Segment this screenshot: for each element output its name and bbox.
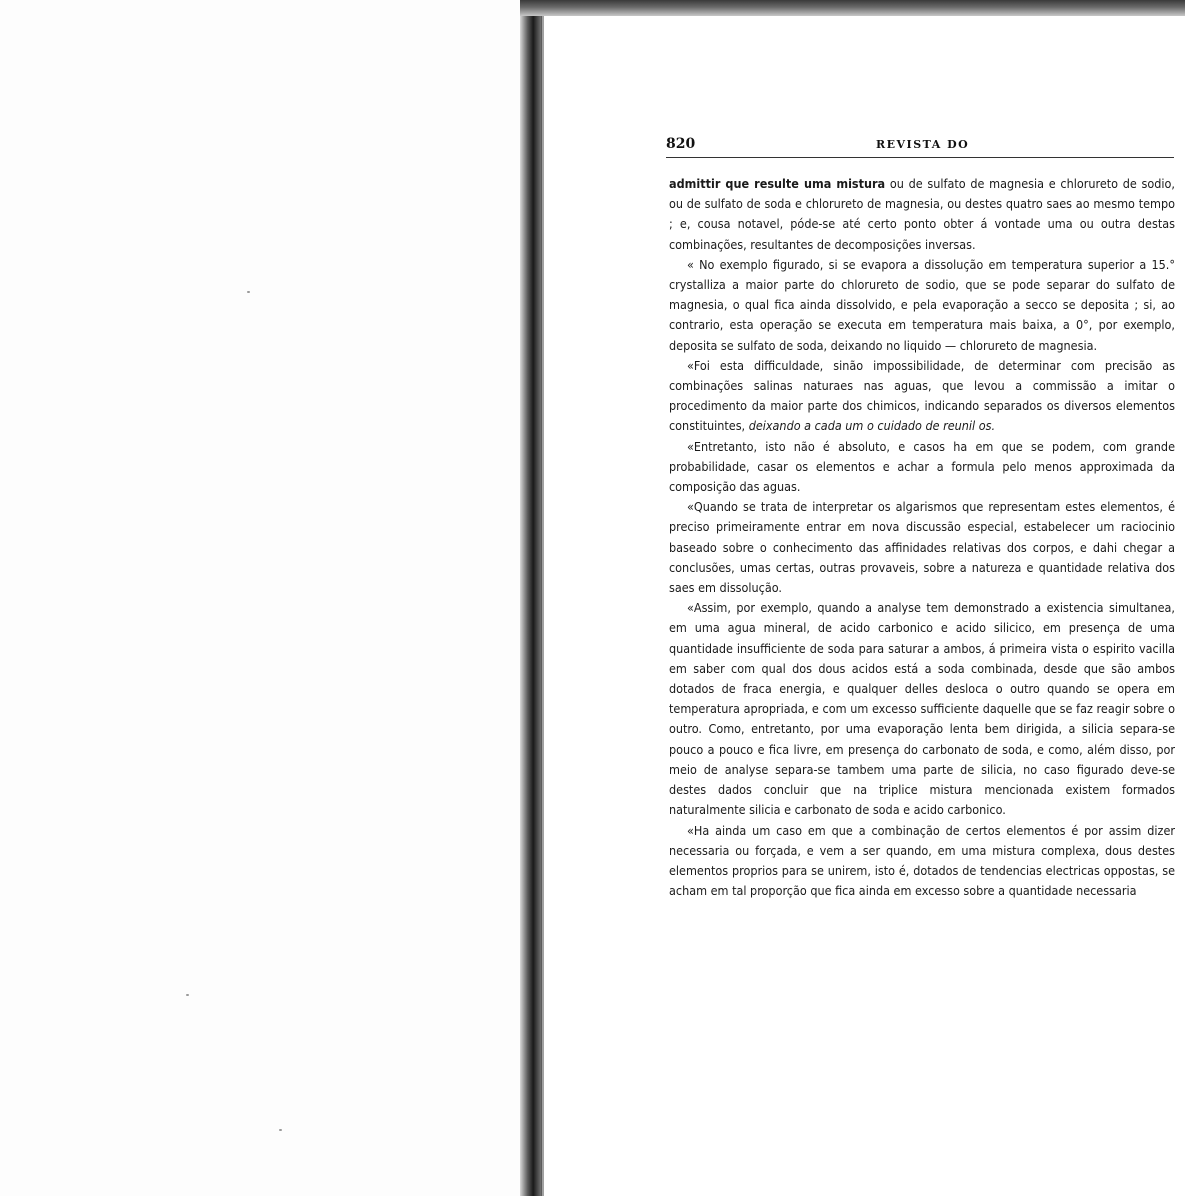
paragraph: «Entretanto, isto não é absoluto, e casos ha em que se podem, com grande probabilidade, casar os elementos e achar a formula pelo menos approximada da composição das aguas.	[669, 438, 1175, 495]
page-header	[666, 134, 1174, 158]
paper-speck	[247, 291, 250, 293]
paragraph-text: ou de sulfato de magnesia e chlorureto de sodio, ou de sulfato de soda e chlorureto de magnesia, ou destes quatro saes ao mesmo tempo ; e, cousa notavel, póde-se até certo ponto obter á vontade uma ou outra destas combinações, resultantes de decomposições inversas.	[669, 176, 1175, 252]
paragraph	[669, 356, 1175, 437]
header-rule	[666, 157, 1174, 158]
paragraph-lead: admittir que resulte uma mistura	[669, 176, 886, 191]
paper-speck	[279, 1129, 282, 1131]
book-gutter	[520, 0, 542, 1196]
paragraph: «Assim, por exemplo, quando a analyse tem demonstrado a existencia simultanea, em uma agua mineral, de acido carbonico e acido silicico, em presença de uma quantidade insufficiente de soda para saturar a ambos, á primeira vista o espirito vacilla em saber com qual dos dous acidos está a soda combinada, desde que são ambos dotados de fraca energia, e qualquer delles desloca o outro quando se opera em temperatura apropriada, e com um excesso sufficiente daquelle que se faz reagir sobre o outro. Como, entretanto, por uma evaporação lenta bem dirigida, a silicia separa-se pouco a pouco e fica livre, em presença do carbonato de soda, e como, além disso, por meio de analyse separa-se tambem uma parte de silicia, no caso figurado deve-se destes dados concluir que na triplice mistura mencionada existem formados naturalmente silicia e carbonato de soda e acido carbonico.	[669, 600, 1175, 818]
right-text-page	[544, 16, 1185, 1196]
paper-speck	[186, 994, 189, 996]
left-blank-page	[0, 0, 520, 1196]
running-title: REVISTA DO	[876, 138, 970, 151]
body-text	[669, 174, 1175, 901]
paragraph-text: «Foi esta difficuldade, sinão impossibilidade, de determinar com precisão as combinações salinas naturaes nas aguas, que levou a commissão a imitar o procedimento da maior parte dos chimicos, indicando separados os diversos elementos constituintes,	[669, 357, 1175, 434]
italic-phrase: deixando a cada um o cuidado de reunil os.	[748, 418, 996, 434]
paragraph: «Quando se trata de interpretar os algarismos que representam estes elementos, é preciso primeiramente entrar em nova discussão especial, estabelecer um raciocinio baseado sobre o conhecimento das affinidades relativas dos corpos, e dahi chegar a conclusões, umas certas, outras provaveis, sobre a natureza e quantidade relativa dos saes em dissolução.	[669, 499, 1175, 596]
paragraph	[669, 174, 1175, 255]
paragraph: « No exemplo figurado, si se evapora a dissolução em temperatura superior a 15.° crystalliza a maior parte do chlorureto de sodio, que se pode separar do sulfato de magnesia, o qual fica ainda dissolvido, e pela evaporação a secco se deposita ; si, ao contrario, esta operação se executa em temperatura mais baixa, a 0°, por exemplo, deposita se sulfato de soda, deixando no liquido — chlorureto de magnesia.	[669, 256, 1175, 353]
paragraph: «Ha ainda um caso em que a combinação de certos elementos é por assim dizer necessaria ou forçada, e vem a ser quando, em uma mistura complexa, dous destes elementos proprios para se unirem, isto é, dotados de tendencias electricas oppostas, se acham em tal proporção que fica ainda em excesso sobre a quantidade necessaria	[669, 822, 1175, 899]
scan-top-edge	[520, 0, 1185, 16]
page-number: 820	[666, 136, 696, 152]
